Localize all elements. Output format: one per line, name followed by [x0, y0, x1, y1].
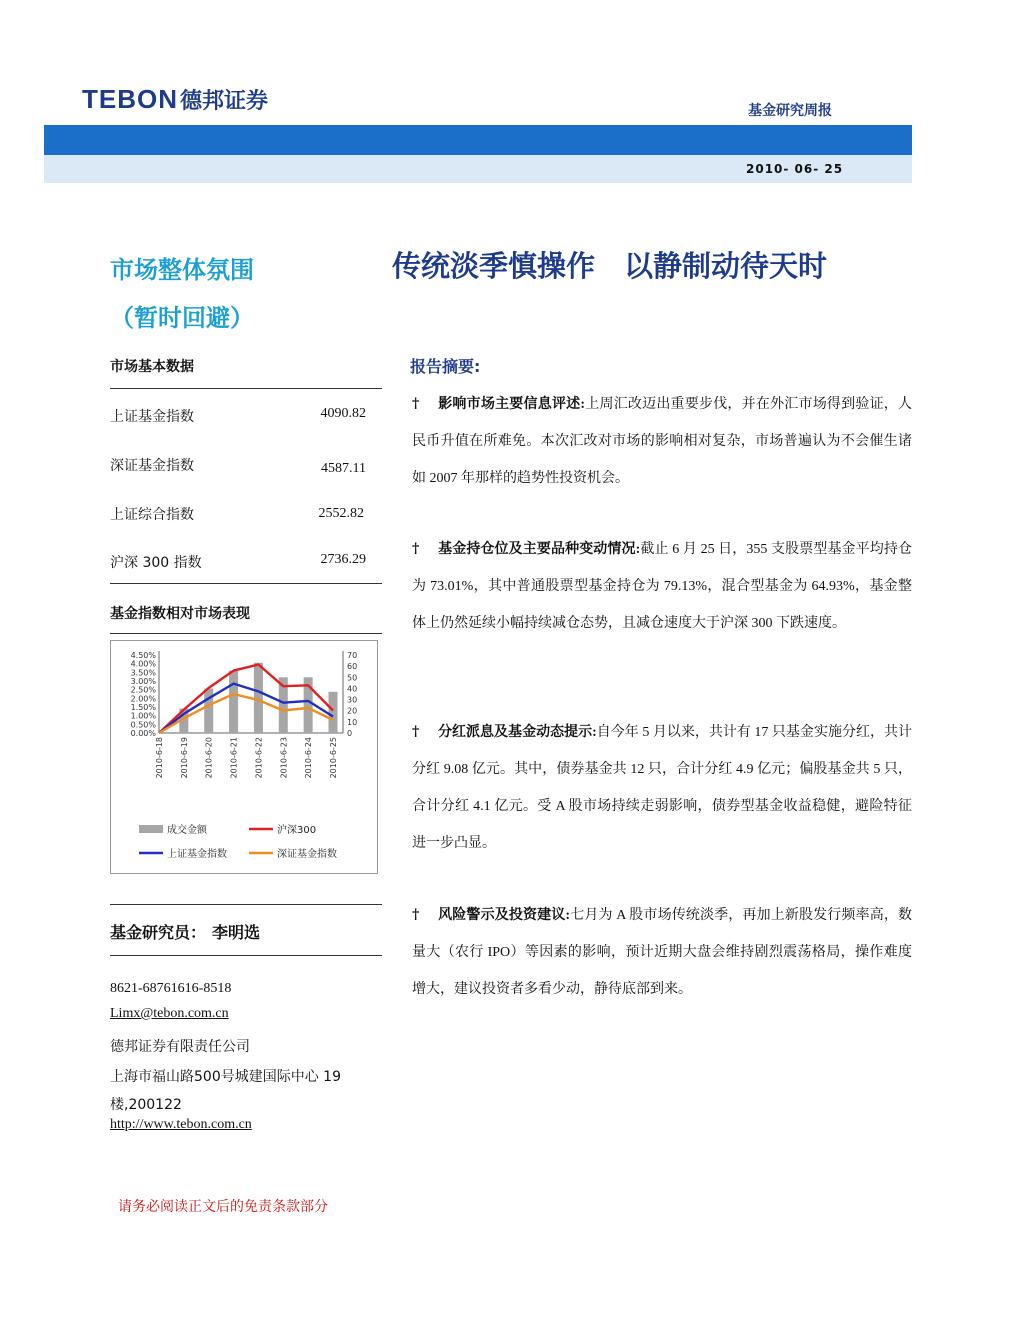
y-tick-label-left: 3.00%: [130, 677, 156, 686]
abstract-heading: 报告摘要:: [410, 357, 481, 376]
y-tick-label-left: 4.50%: [130, 651, 156, 660]
y-tick-label-right: 20: [347, 706, 358, 716]
company-name: 德邦证券有限责任公司: [110, 1039, 250, 1055]
x-tick-label: 2010-6-25: [329, 737, 338, 779]
index-value: 2736.29: [320, 552, 366, 567]
index-name: 沪深 300 指数: [110, 555, 202, 571]
market-rating: 市场整体氛围: [110, 258, 254, 284]
x-tick-label: 2010-6-24: [304, 737, 314, 779]
x-tick-label: 2010-6-21: [229, 737, 239, 779]
divider: [110, 583, 382, 584]
legend-label: 成交金额: [167, 825, 207, 836]
legend-label: 深证基金指数: [277, 849, 337, 860]
index-name: 深证基金指数: [110, 458, 194, 474]
abstract-item-text: 上周汇改迈出重要步伐，并在外汇市场得到验证，人民币升值在所难免。本次汇改对市场的影响相对复杂，市场普遍认为不会催生诸如 2007 年那样的趋势性投资机会。: [412, 397, 913, 486]
abstract-item-lead: 基金持仓位及主要品种变动情况:: [438, 542, 641, 557]
y-tick-label-left: 0.50%: [130, 720, 156, 730]
company-website-link[interactable]: http://www.tebon.com.cn: [110, 1117, 252, 1132]
chart-heading: 基金指数相对市场表现: [110, 606, 250, 622]
y-tick-label-left: 3.50%: [130, 668, 156, 678]
y-tick-label-right: 40: [347, 684, 358, 694]
market-rating-detail: （暂时回避）: [110, 306, 254, 332]
logo-latin-text: TEBON: [82, 84, 178, 114]
divider: [110, 955, 382, 956]
index-name: 上证基金指数: [110, 409, 194, 425]
index-value: 2552.82: [318, 506, 364, 521]
report-date: 2010- 06- 25: [746, 162, 844, 176]
y-tick-label-left: 1.00%: [130, 711, 156, 721]
chart-svg: [111, 641, 377, 873]
analyst-phone: 8621-68761616-8518: [110, 981, 232, 996]
fund-index-chart: [110, 640, 378, 874]
abstract-item-text: 截止 6 月 25 日，355 支股票型基金平均持仓为 73.01%，其中普通股票型基金持仓为 79.13%，混合型基金为 64.93%，基金整体上仍然延续小幅持续减仓态势，且减仓速度大于沪深 300 下跌速度。: [412, 542, 912, 631]
abstract-item-lead: 风险警示及投资建议:: [438, 908, 571, 923]
y-tick-label-right: 10: [347, 717, 358, 727]
index-name: 上证综合指数: [110, 507, 194, 523]
x-tick-label: 2010-6-20: [204, 737, 214, 779]
divider: [110, 633, 382, 634]
x-tick-label: 2010-6-19: [179, 737, 189, 779]
x-tick-label: 2010-6-22: [254, 737, 264, 779]
bullet-icon: †: [412, 907, 420, 923]
abstract-item: [412, 531, 912, 642]
disclaimer-note: 请务必阅读正文后的免责条款部分: [118, 1199, 328, 1215]
y-tick-label-right: 70: [347, 651, 358, 660]
legend-swatch: [139, 825, 163, 833]
analyst-line: [110, 920, 260, 943]
y-tick-label-left: 2.00%: [130, 694, 156, 704]
index-value: 4587.11: [321, 461, 366, 476]
divider: [110, 388, 382, 389]
analyst-name: 李明选: [212, 923, 261, 942]
divider: [110, 904, 382, 905]
x-tick-label: 2010-6-23: [279, 737, 289, 779]
abstract-item-text: 七月为 A 股市场传统淡季，再加上新股发行频率高，数量大（农行 IPO）等因素的影响，预计近期大盘会维持剧烈震荡格局，操作难度增大，建议投资者多看少动，静待底部到来。: [412, 908, 912, 997]
y-tick-label-left: 0.00%: [130, 729, 156, 738]
abstract-item: [412, 714, 912, 862]
index-value: 4090.82: [320, 406, 366, 421]
logo-chinese-text: 德邦证券: [180, 89, 269, 114]
market-data-heading: 市场基本数据: [110, 359, 194, 375]
bullet-icon: †: [412, 541, 420, 557]
y-tick-label-right: 0: [347, 729, 353, 738]
abstract-item-text: 自今年 5 月以来，共计有 17 只基金实施分红，共计分红 9.08 亿元。其中，债券基金共 12 只，合计分红 4.9 亿元；偏股基金共 5 只，合计分红 4.1 亿元。受 A 股市场持续走弱影响，债券型基金收益稳健，避险特征进一步凸显。: [412, 725, 912, 851]
report-title: 传统淡季慎操作 以静制动待天时: [392, 251, 828, 283]
y-tick-label-left: 2.50%: [130, 685, 156, 695]
header-band: [44, 125, 912, 155]
bullet-icon: †: [412, 396, 420, 412]
y-tick-label-left: 4.00%: [130, 659, 156, 669]
chart-bar: [229, 671, 238, 733]
company-address-cont: 楼,200122: [110, 1097, 182, 1113]
bullet-icon: †: [412, 724, 420, 740]
y-tick-label-right: 60: [347, 662, 358, 672]
y-tick-label-right: 50: [347, 673, 358, 683]
abstract-item: [412, 386, 912, 497]
analyst-email-link[interactable]: Limx@tebon.com.cn: [110, 1006, 229, 1021]
x-tick-label: 2010-6-18: [155, 737, 164, 779]
abstract-item-lead: 分红派息及基金动态提示:: [438, 725, 597, 740]
analyst-label: 基金研究员：: [110, 923, 207, 942]
chart-bar: [329, 692, 338, 733]
legend-label: 沪深300: [277, 825, 317, 836]
company-logo: [82, 84, 342, 114]
abstract-item: [412, 897, 912, 1008]
y-tick-label-right: 30: [347, 695, 358, 705]
abstract-item-lead: 影响市场主要信息评述:: [438, 397, 586, 412]
legend-label: 上证基金指数: [167, 849, 227, 860]
report-type: 基金研究周报: [748, 103, 832, 119]
company-address: 上海市福山路500号城建国际中心 19: [110, 1069, 341, 1085]
chart-bar: [254, 663, 263, 733]
y-tick-label-left: 1.50%: [130, 703, 156, 712]
